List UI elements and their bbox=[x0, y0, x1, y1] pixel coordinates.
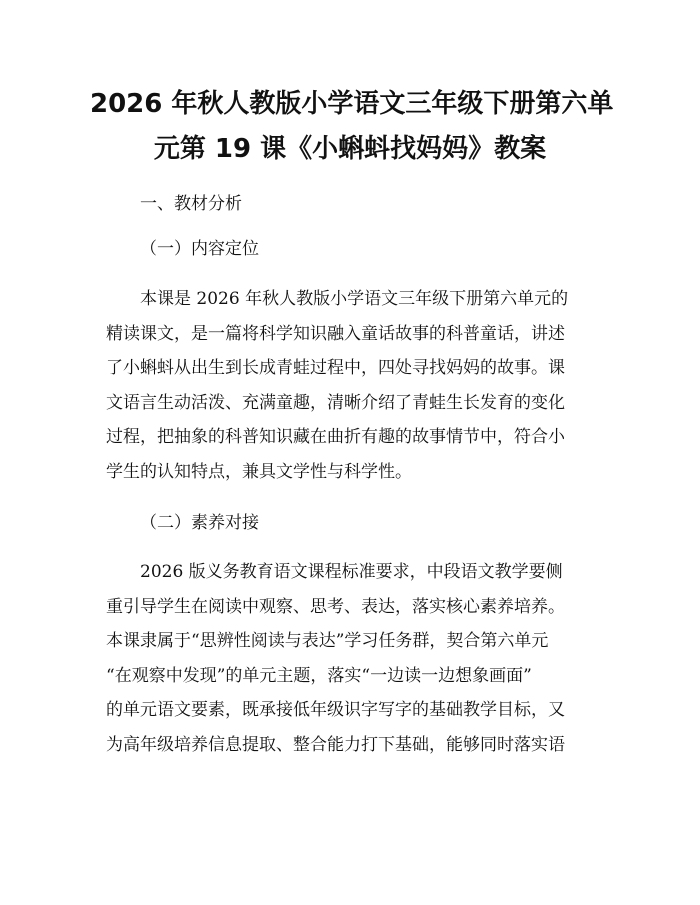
document-title-line-1: 2026 年秋人教版小学语文三年级下册第六单 bbox=[90, 89, 614, 119]
paragraph-line: “在观察中发现”的单元主题，落实“一边读一边想象画面” bbox=[106, 665, 532, 686]
section-heading-textbook-analysis: 一、教材分析 bbox=[140, 194, 242, 214]
paragraph-line: 本课是 2026 年秋人教版小学语文三年级下册第六单元的 bbox=[106, 289, 569, 309]
paragraph-line: 重引导学生在阅读中观察、思考、表达，落实核心素养培养。 bbox=[106, 596, 565, 617]
paragraph-line: 为高年级培养信息提取、整合能力打下基础，能够同时落实语 bbox=[106, 734, 565, 755]
paragraph-line: 2026 版义务教育语文课程标准要求，中段语文教学要侧 bbox=[106, 562, 563, 582]
paragraph-literacy-alignment bbox=[106, 555, 606, 762]
paragraph-line: 的单元语文要素，既承接低年级识字写字的基础教学目标，又 bbox=[106, 700, 565, 720]
subsection-heading-literacy-alignment: （二）素养对接 bbox=[140, 513, 259, 533]
paragraph-line: 本课隶属于“思辨性阅读与表达”学习任务群，契合第六单元 bbox=[106, 631, 549, 651]
document-title-line-2: 元第 19 课《小蝌蚪找妈妈》教案 bbox=[153, 134, 547, 164]
paragraph-line: 文语言生动活泼、充满童趣，清晰介绍了青蛙生长发育的变化 bbox=[106, 392, 565, 413]
paragraph-line: 了小蝌蚪从出生到长成青蛙过程中，四处寻找妈妈的故事。课 bbox=[106, 358, 565, 378]
paragraph-content-positioning bbox=[106, 282, 606, 489]
paragraph-line: 学生的认知特点，兼具文学性与科学性。 bbox=[106, 461, 412, 482]
subsection-heading-content-positioning: （一）内容定位 bbox=[140, 239, 259, 259]
paragraph-line: 精读课文，是一篇将科学知识融入童话故事的科普童话，讲述 bbox=[106, 323, 565, 344]
paragraph-line: 过程，把抽象的科普知识藏在曲折有趣的故事情节中，符合小 bbox=[106, 427, 565, 447]
